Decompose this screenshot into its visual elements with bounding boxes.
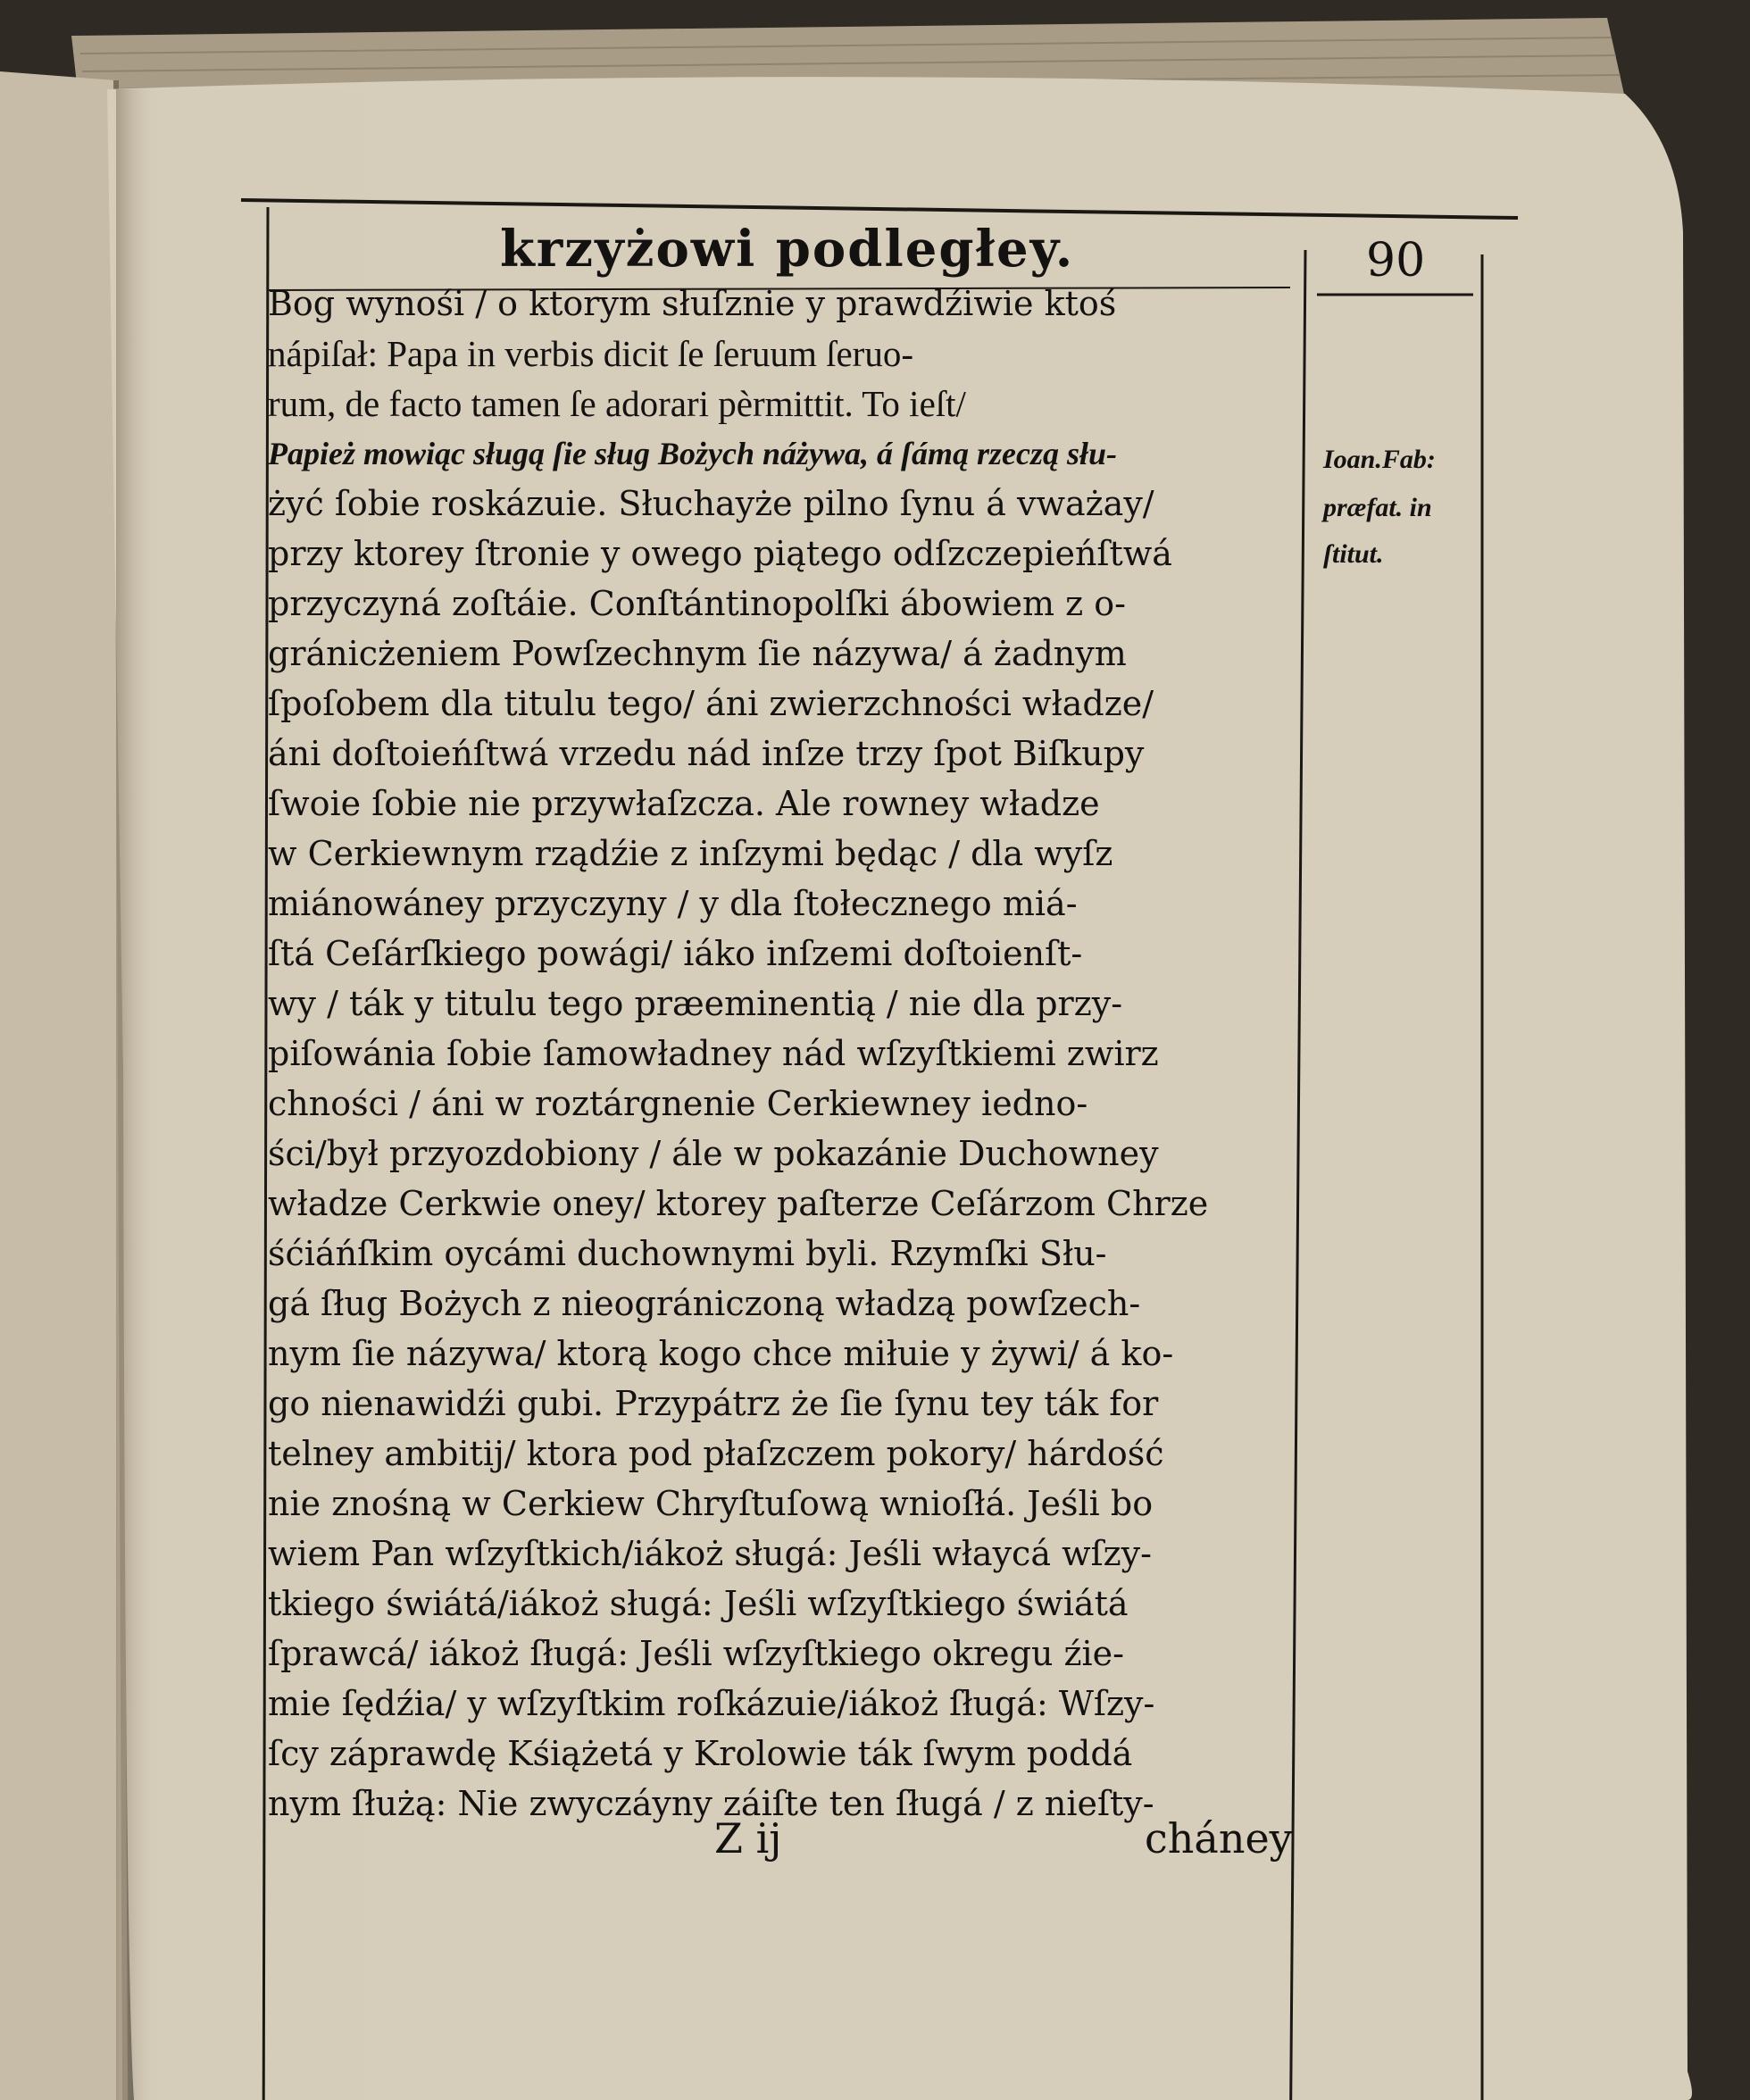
text-line: władze Cerkwie oney/ ktorey paſterze Ceſárzom Chrze: [268, 1184, 1209, 1223]
text-line: ſprawcá/ iákoż ſługá: Jeśli wſzyſtkiego okregu źie-: [268, 1634, 1124, 1673]
text-line: ſtá Ceſárſkiego powági/ iáko inſzemi doſtoienſt-: [268, 934, 1083, 973]
text-line: Papież mowiąc sługą ſie sług Bożych náżywa, á ſámą rzeczą słu-: [268, 436, 1118, 471]
text-line: gá ſług Bożych z nieográniczoną władzą powſzech-: [268, 1284, 1141, 1323]
text-line: śćiáńſkim oycámi duchownymi byli. Rzymſki Słu-: [268, 1234, 1107, 1273]
text-line: ści/był przyozdobiony / ále w pokazánie Duchowney: [268, 1134, 1159, 1173]
text-line: go nienawidźi gubi. Przypátrz że ſie ſynu tey ták for: [268, 1384, 1159, 1423]
left-facing-page: [0, 71, 125, 2100]
marginal-note-line: præfat. in: [1323, 493, 1432, 522]
text-line: ſcy záprawdę Kśiążetá y Krolowie ták ſwym poddá: [268, 1734, 1133, 1773]
text-line: gránicżeniem Powſzechnym ſie názywa/ á żadnym: [268, 634, 1127, 673]
folio-number: 90: [1366, 234, 1426, 288]
text-line: piſowánia ſobie ſamowładney nád wſzyſtkiemi zwirz: [268, 1034, 1159, 1073]
text-line: miánowáney przyczyny / y dla ſtołecznego miá-: [268, 884, 1078, 923]
marginal-note-line: Ioan.Fab:: [1323, 445, 1436, 474]
text-line: telney ambitij/ ktora pod płaſzczem pokory/ hárdość: [268, 1434, 1164, 1473]
text-line: chności / áni w roztárgnenie Cerkiewney iedno-: [268, 1084, 1088, 1123]
text-line: przy ktorey ſtronie y owego piątego odſzczepieńſtwá: [268, 534, 1172, 573]
signature-mark: Z ij: [714, 1814, 782, 1862]
text-line: nym ſie názywa/ ktorą kogo chce miłuie y żywi/ á ko-: [268, 1334, 1174, 1373]
text-line: w Cerkiewnym rządźie z inſzymi będąc / dla wyſz: [268, 834, 1113, 873]
text-line: ſpoſobem dla titulu tego/ áni zwierzchności władze/: [268, 684, 1154, 723]
text-line: tkiego świátá/iákoż sługá: Jeśli wſzyſtkiego świátá: [268, 1584, 1129, 1623]
marginal-note-line: ſtitut.: [1323, 539, 1384, 569]
text-line: przyczyná zoſtáie. Conſtántinopolſki ábowiem z o-: [268, 584, 1126, 623]
text-line: wy / ták y titulu tego præeminentią / nie dla przy-: [268, 984, 1123, 1023]
text-line: żyć ſobie roskázuie. Słuchayże pilno ſynu á vważay/: [268, 484, 1154, 523]
text-line: nápiſał: Papa in verbis dicit ſe ſeruum ſeruo-: [268, 333, 913, 374]
catchword: cháney: [1145, 1814, 1293, 1862]
text-line: nie znośną w Cerkiew Chryſtuſową wnioſłá. Jeśli bo: [268, 1484, 1154, 1523]
text-line: Bog wynośi / o ktorym słuſznie y prawdźiwie ktoś: [268, 284, 1117, 323]
text-line: rum, de facto tamen ſe adorari pèrmittit. To ieſt/: [268, 383, 966, 424]
text-line: nym ſłużą: Nie zwyczáyny záiſte ten ſługá / z nieſty-: [268, 1784, 1154, 1823]
text-line: áni doſtoieńſtwá vrzedu nád inſze trzy ſpot Biſkupy: [268, 734, 1145, 773]
text-line: ſwoie ſobie nie przywłaſzcza. Ale rowney władze: [268, 784, 1100, 823]
running-head: krzyżowi podległey.: [500, 220, 1075, 279]
text-line: wiem Pan wſzyſtkich/iákoż sługá: Jeśli właycá wſzy-: [268, 1534, 1152, 1573]
text-line: mie ſędźia/ y wſzyſtkim roſkázuie/iákoż ſługá: Wſzy-: [268, 1684, 1155, 1723]
